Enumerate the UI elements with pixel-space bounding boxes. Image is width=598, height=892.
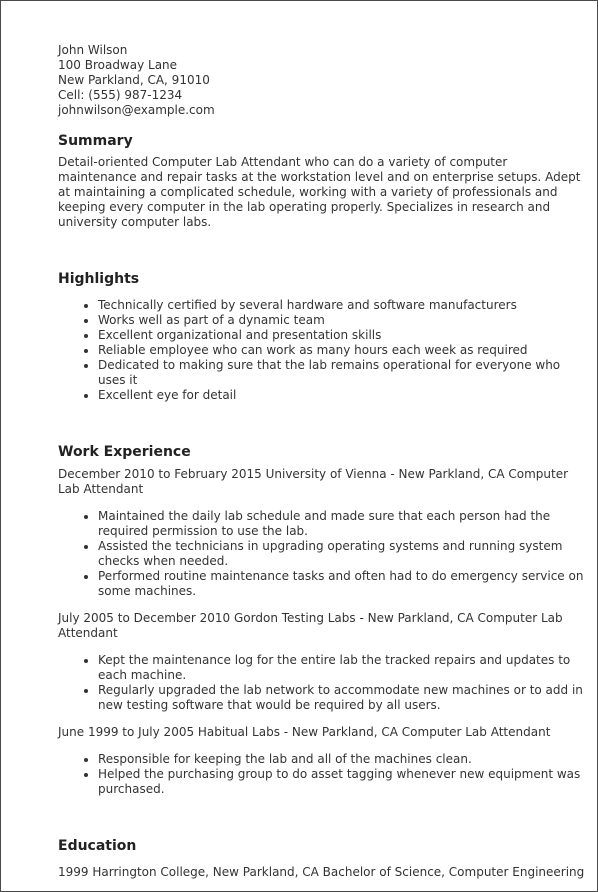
list-item: • Responsible for keeping the lab and all of the machines clean. <box>98 752 588 767</box>
list-item: • Works well as part of a dynamic team <box>98 313 588 328</box>
contact-email: johnwilson@example.com <box>58 103 215 117</box>
job-heading: December 2010 to February 2015 University of Vienna - New Parkland, CA Computer Lab Attendant <box>58 467 569 496</box>
contact-city: New Parkland, CA, 91010 <box>58 73 210 87</box>
highlights-heading: Highlights <box>58 271 140 287</box>
summary-text: Detail-oriented Computer Lab Attendant who can do a variety of computer maintenance and repair tasks at the workstation level and on enterprise setups. Adept at maintaining a complicated schedule, working with a variety of professionals and keeping every computer in the lab operating properly. Specializes in research and university computer labs. <box>58 155 581 229</box>
highlights-list <box>58 298 588 403</box>
resume-content <box>58 43 588 880</box>
job-heading: July 2005 to December 2010 Gordon Testing Labs - New Parkland, CA Computer Lab Attendant <box>58 611 563 640</box>
job-bullets <box>58 752 588 797</box>
list-item: • Assisted the technicians in upgrading operating systems and running system checks when needed. <box>98 539 588 569</box>
list-item: • Maintained the daily lab schedule and made sure that each person had the required permission to use the lab. <box>98 509 588 539</box>
education-text: 1999 Harrington College, New Parkland, CA Bachelor of Science, Computer Engineering <box>58 865 585 879</box>
list-item: • Performed routine maintenance tasks and often had to do emergency service on some machines. <box>98 569 588 599</box>
list-item: • Excellent eye for detail <box>98 388 588 403</box>
job-bullets <box>58 509 588 599</box>
list-item: • Dedicated to making sure that the lab remains operational for everyone who uses it <box>98 358 588 388</box>
job-heading: June 1999 to July 2005 Habitual Labs - New Parkland, CA Computer Lab Attendant <box>58 725 551 739</box>
contact-name: John Wilson <box>58 43 128 57</box>
list-item: • Excellent organizational and presentation skills <box>98 328 588 343</box>
contact-block <box>58 43 588 118</box>
list-item: • Kept the maintenance log for the entire lab the tracked repairs and updates to each machine. <box>98 653 588 683</box>
experience-heading: Work Experience <box>58 444 191 460</box>
contact-cell: Cell: (555) 987-1234 <box>58 88 183 102</box>
job-bullets <box>58 653 588 713</box>
education-heading: Education <box>58 838 137 854</box>
list-item: • Regularly upgraded the lab network to accommodate new machines or to add in new testing software that would be required by all users. <box>98 683 588 713</box>
list-item: • Reliable employee who can work as many hours each week as required <box>98 343 588 358</box>
contact-address: 100 Broadway Lane <box>58 58 178 72</box>
list-item: • Helped the purchasing group to do asset tagging whenever new equipment was purchased. <box>98 767 588 797</box>
summary-heading: Summary <box>58 133 133 149</box>
list-item: • Technically certified by several hardware and software manufacturers <box>98 298 588 313</box>
